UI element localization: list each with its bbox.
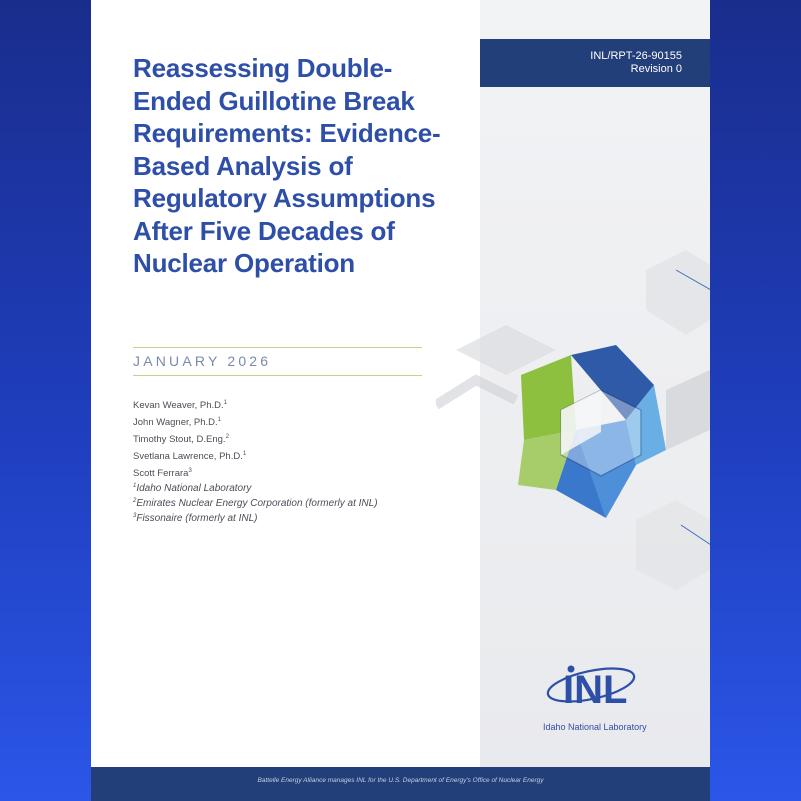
inl-logo-mark: INL <box>563 668 628 712</box>
title-line: Requirements: Evidence- <box>133 118 441 148</box>
inl-logo-name: Idaho National Laboratory <box>543 722 647 732</box>
title-line: Based Analysis of <box>133 150 353 181</box>
hexagon-cube-graphic <box>436 250 710 630</box>
date-rule-top <box>133 347 422 348</box>
title-line: Reassessing Double- <box>133 53 393 83</box>
affiliation: $^2$Emirates Nuclear Energy Corporation (formerly at INL) <box>133 498 378 509</box>
title-line: Ended Guillotine Break <box>133 85 415 116</box>
affiliation: $^3$Fissonaire (formerly at INL) <box>133 513 258 524</box>
author: John Wagner, Ph.D.$^1$ <box>133 417 222 428</box>
report-revision: Revision 0 <box>630 63 682 75</box>
inl-logo <box>541 655 661 735</box>
footer-text: Battelle Energy Alliance manages INL for the U.S. Department of Energy's Office of Nuclear Energy <box>257 777 544 784</box>
author: Timothy Stout, D.Eng.$^2$ <box>133 434 229 445</box>
author-list <box>133 396 246 481</box>
footer-band <box>91 767 710 801</box>
author: Kevan Weaver, Ph.D.$^1$ <box>133 400 227 411</box>
author: Scott Ferrara$^3$ <box>133 468 192 479</box>
report-date: JANUARY 2026 <box>133 353 272 369</box>
date-rule-bottom <box>133 375 422 376</box>
report-cover <box>91 0 710 801</box>
report-identifier <box>590 50 682 76</box>
title-line: Regulatory Assumptions <box>133 183 436 213</box>
affiliation-list <box>133 480 378 525</box>
title-line: After Five Decades of <box>133 215 395 246</box>
report-title <box>133 52 483 280</box>
report-number: INL/RPT-26-90155 <box>590 50 682 62</box>
author: Svetlana Lawrence, Ph.D.$^1$ <box>133 451 247 462</box>
affiliation: $^1$Idaho National Laboratory <box>133 483 252 494</box>
title-line: Nuclear Operation <box>133 248 355 278</box>
